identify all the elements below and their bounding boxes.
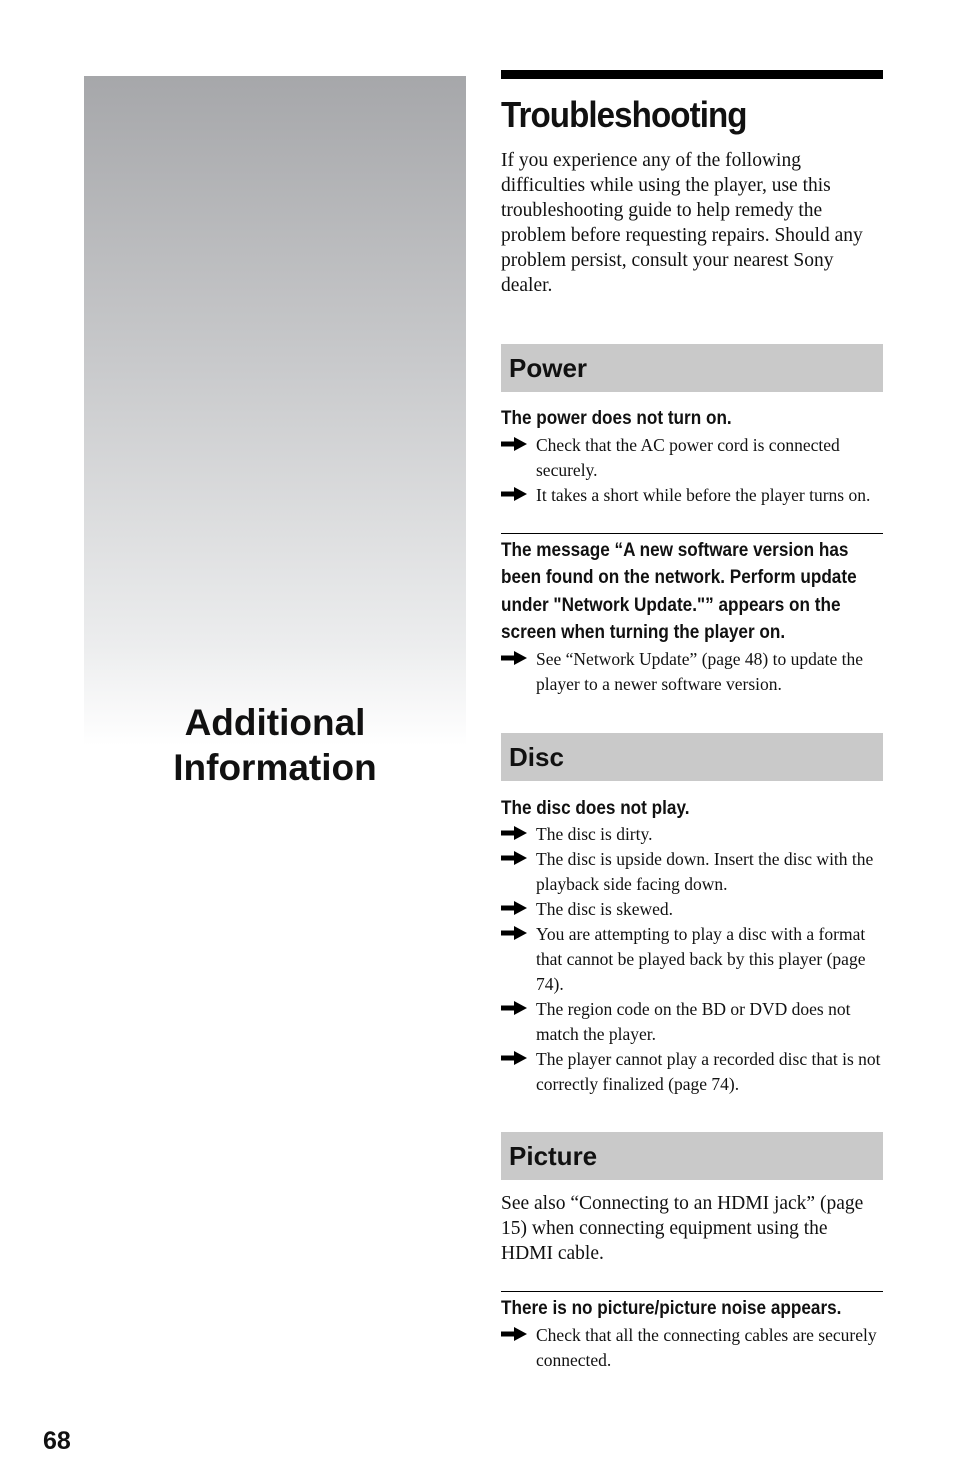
title-rule: [501, 70, 883, 79]
answer-item: [501, 647, 883, 697]
disc-question-1: The disc does not play.: [501, 796, 690, 819]
answer-item: [501, 847, 883, 897]
answer-text: Check that the AC power cord is connected securely.: [536, 434, 840, 480]
picture-section-bar: Picture: [501, 1132, 883, 1180]
section-title-line-1: Additional: [184, 702, 366, 743]
question-divider: [501, 533, 883, 534]
main-column: [501, 70, 883, 1373]
answer-item: [501, 1323, 883, 1373]
section-title-line-2: Information: [173, 747, 377, 788]
answer-item: [501, 997, 883, 1047]
answer-text: The disc is skewed.: [536, 899, 674, 919]
page-number: 68: [43, 1427, 71, 1455]
power-answers-1: [501, 433, 883, 508]
answer-item: [501, 483, 883, 508]
section-title: [84, 700, 466, 790]
disc-answers-1: [501, 822, 883, 1097]
picture-answers-1: [501, 1323, 883, 1373]
sidebar-gradient-panel: [84, 76, 466, 746]
power-answers-2: [501, 647, 883, 697]
arrow-right-icon: [501, 1001, 527, 1015]
arrow-right-icon: [501, 487, 527, 501]
arrow-right-icon: [501, 926, 527, 940]
answer-item: [501, 897, 883, 922]
answer-item: [501, 822, 883, 847]
power-question-1: The power does not turn on.: [501, 407, 732, 429]
answer-item: [501, 922, 883, 997]
power-section-bar: Power: [501, 344, 883, 392]
answer-text: The region code on the BD or DVD does not match the player.: [536, 999, 851, 1044]
arrow-right-icon: [501, 826, 527, 840]
page-title: Troubleshooting: [501, 94, 747, 135]
arrow-right-icon: [501, 1051, 527, 1065]
disc-section-bar: Disc: [501, 733, 883, 781]
answer-text: The disc is dirty.: [536, 824, 653, 844]
answer-text: It takes a short while before the player turns on.: [536, 484, 871, 505]
picture-question-1: There is no picture/picture noise appears.: [501, 1297, 842, 1319]
answer-text: The player cannot play a recorded disc that is not correctly finalized (page 74).: [536, 1049, 881, 1094]
picture-intro: See also “Connecting to an HDMI jack” (page 15) when connecting equipment using the HDMI cable.: [501, 1193, 864, 1264]
answer-item: [501, 1047, 883, 1097]
answer-text: See “Network Update” (page 48) to update the player to a newer software version.: [536, 648, 864, 694]
answer-item: [501, 433, 883, 483]
question-divider: [501, 1291, 883, 1292]
arrow-right-icon: [501, 437, 527, 451]
answer-text: You are attempting to play a disc with a format that cannot be played back by this player (page 74).: [536, 924, 866, 994]
power-question-2: The message “A new software version has been found on the network. Perform update under "Network Update."” appears on the screen when turning the player on.: [501, 538, 857, 643]
intro-paragraph: If you experience any of the following difficulties while using the player, use this troubleshooting guide to help remedy the problem before requesting repairs. Should any problem persist, consult your nearest Sony dealer.: [501, 150, 863, 296]
answer-text: The disc is upside down. Insert the disc with the playback side facing down.: [536, 849, 874, 894]
answer-text: Check that all the connecting cables are securely connected.: [536, 1324, 877, 1370]
arrow-right-icon: [501, 1327, 527, 1341]
arrow-right-icon: [501, 901, 527, 915]
arrow-right-icon: [501, 651, 527, 665]
arrow-right-icon: [501, 851, 527, 865]
